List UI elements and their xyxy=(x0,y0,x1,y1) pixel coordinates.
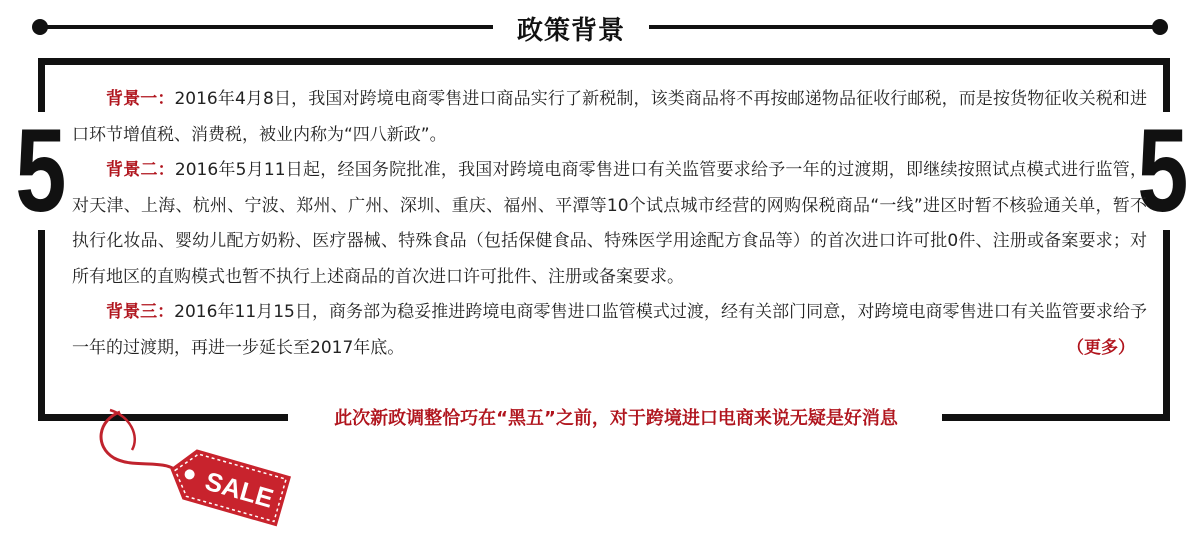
sale-tag-icon xyxy=(80,406,310,534)
paragraph-text: 2016年5月11日起，经国务院批准，我国对跨境电商零售进口有关监管要求给予一年的过渡期，即继续按照试点模式进行监管，对天津、上海、杭州、宁波、郑州、广州、深圳、重庆、福州、平潭等10个试点城市经营的网购保税商品“一线”进区时暂不核验通关单，暂不执行化妆品、婴幼儿配方奶粉、医疗器械、特殊食品（包括保健食品、特殊医学用途配方食品等）的首次进口许可批0件、注册或备案要求；对所有地区的直购模式也暂不执行上述商品的首次进口许可批件、注册或备案要求。 xyxy=(72,160,1147,287)
more-link[interactable]: （更多） xyxy=(1067,337,1135,358)
paragraph-label: 背景一： xyxy=(106,89,175,109)
paragraph-label: 背景二： xyxy=(106,160,175,180)
side-number-right: 5 xyxy=(1134,112,1191,230)
page-title: 政策背景 xyxy=(516,15,625,46)
paragraph-row-3 xyxy=(72,295,1147,366)
paragraph-background-1 xyxy=(72,82,1147,153)
header xyxy=(493,8,649,48)
paragraph-background-3 xyxy=(72,295,1147,366)
frame-bottom-border-right xyxy=(942,414,1170,421)
policy-content xyxy=(72,82,1147,366)
paragraph-text: 2016年11月15日，商务部为稳妥推进跨境电商零售进口监管模式过渡，经有关部门同意，对跨境电商零售进口有关监管要求给予一年的过渡期，再进一步延长至2017年底。 xyxy=(72,302,1147,358)
header-dot-left xyxy=(32,19,48,35)
paragraph-label: 背景三： xyxy=(106,302,175,322)
header-dot-right xyxy=(1152,19,1168,35)
paragraph-text: 2016年4月8日，我国对跨境电商零售进口商品实行了新税制，该类商品将不再按邮递物品征收行邮税，而是按货物征收关税和进口环节增值税、消费税，被业内称为“四八新政”。 xyxy=(72,89,1147,145)
paragraph-background-2 xyxy=(72,153,1147,295)
frame-top-border xyxy=(38,58,1170,65)
sale-tag-text: SALE xyxy=(201,465,277,514)
side-number-left: 5 xyxy=(12,112,69,230)
bottom-note: 此次新政调整恰巧在“黑五”之前，对于跨境进口电商来说无疑是好消息 xyxy=(290,404,942,434)
